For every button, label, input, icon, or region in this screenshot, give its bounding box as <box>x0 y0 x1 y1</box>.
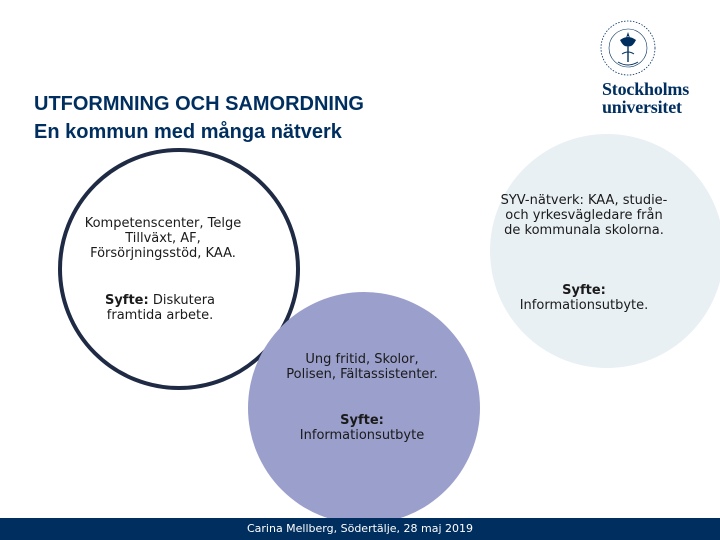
middle-circle-purpose-text: Informationsutbyte <box>299 428 425 443</box>
footer-text: Carina Mellberg, Södertälje, 28 maj 2019 <box>246 522 474 535</box>
right-circle-purpose <box>500 283 668 313</box>
left-circle-purpose <box>80 293 240 323</box>
slide-title <box>34 90 494 146</box>
network-circle-syv <box>490 134 720 368</box>
left-circle-members: Kompetenscenter, Telge Tillväxt, AF, Försörjningsstöd, KAA. <box>84 216 242 261</box>
slide-title-line-2: En kommun med många nätverk <box>34 121 342 143</box>
right-circle-purpose-label: Syfte: <box>562 283 606 298</box>
university-wordmark-line-1: Stockholms <box>602 79 690 99</box>
footer-bar <box>0 518 720 540</box>
university-logo <box>596 18 704 117</box>
university-wordmark <box>602 80 706 116</box>
middle-circle-purpose <box>282 413 442 443</box>
university-wordmark-line-2: universitet <box>602 97 682 117</box>
university-seal-icon <box>596 18 660 82</box>
left-circle-purpose-label: Syfte: <box>104 293 149 308</box>
slide-title-line-1: UTFORMNING OCH SAMORDNING <box>34 93 364 115</box>
left-circle-purpose-text: Diskutera framtida arbete. <box>106 293 216 323</box>
network-circle-ung-fritid <box>248 292 480 524</box>
middle-circle-purpose-label: Syfte: <box>340 413 384 428</box>
middle-circle-members: Ung fritid, Skolor, Polisen, Fältassistenter. <box>286 352 438 382</box>
right-circle-members: SYV-nätverk: KAA, studie- och yrkesvägledare från de kommunala skolorna. <box>500 193 668 238</box>
right-circle-purpose-text: Informationsutbyte. <box>519 298 649 313</box>
